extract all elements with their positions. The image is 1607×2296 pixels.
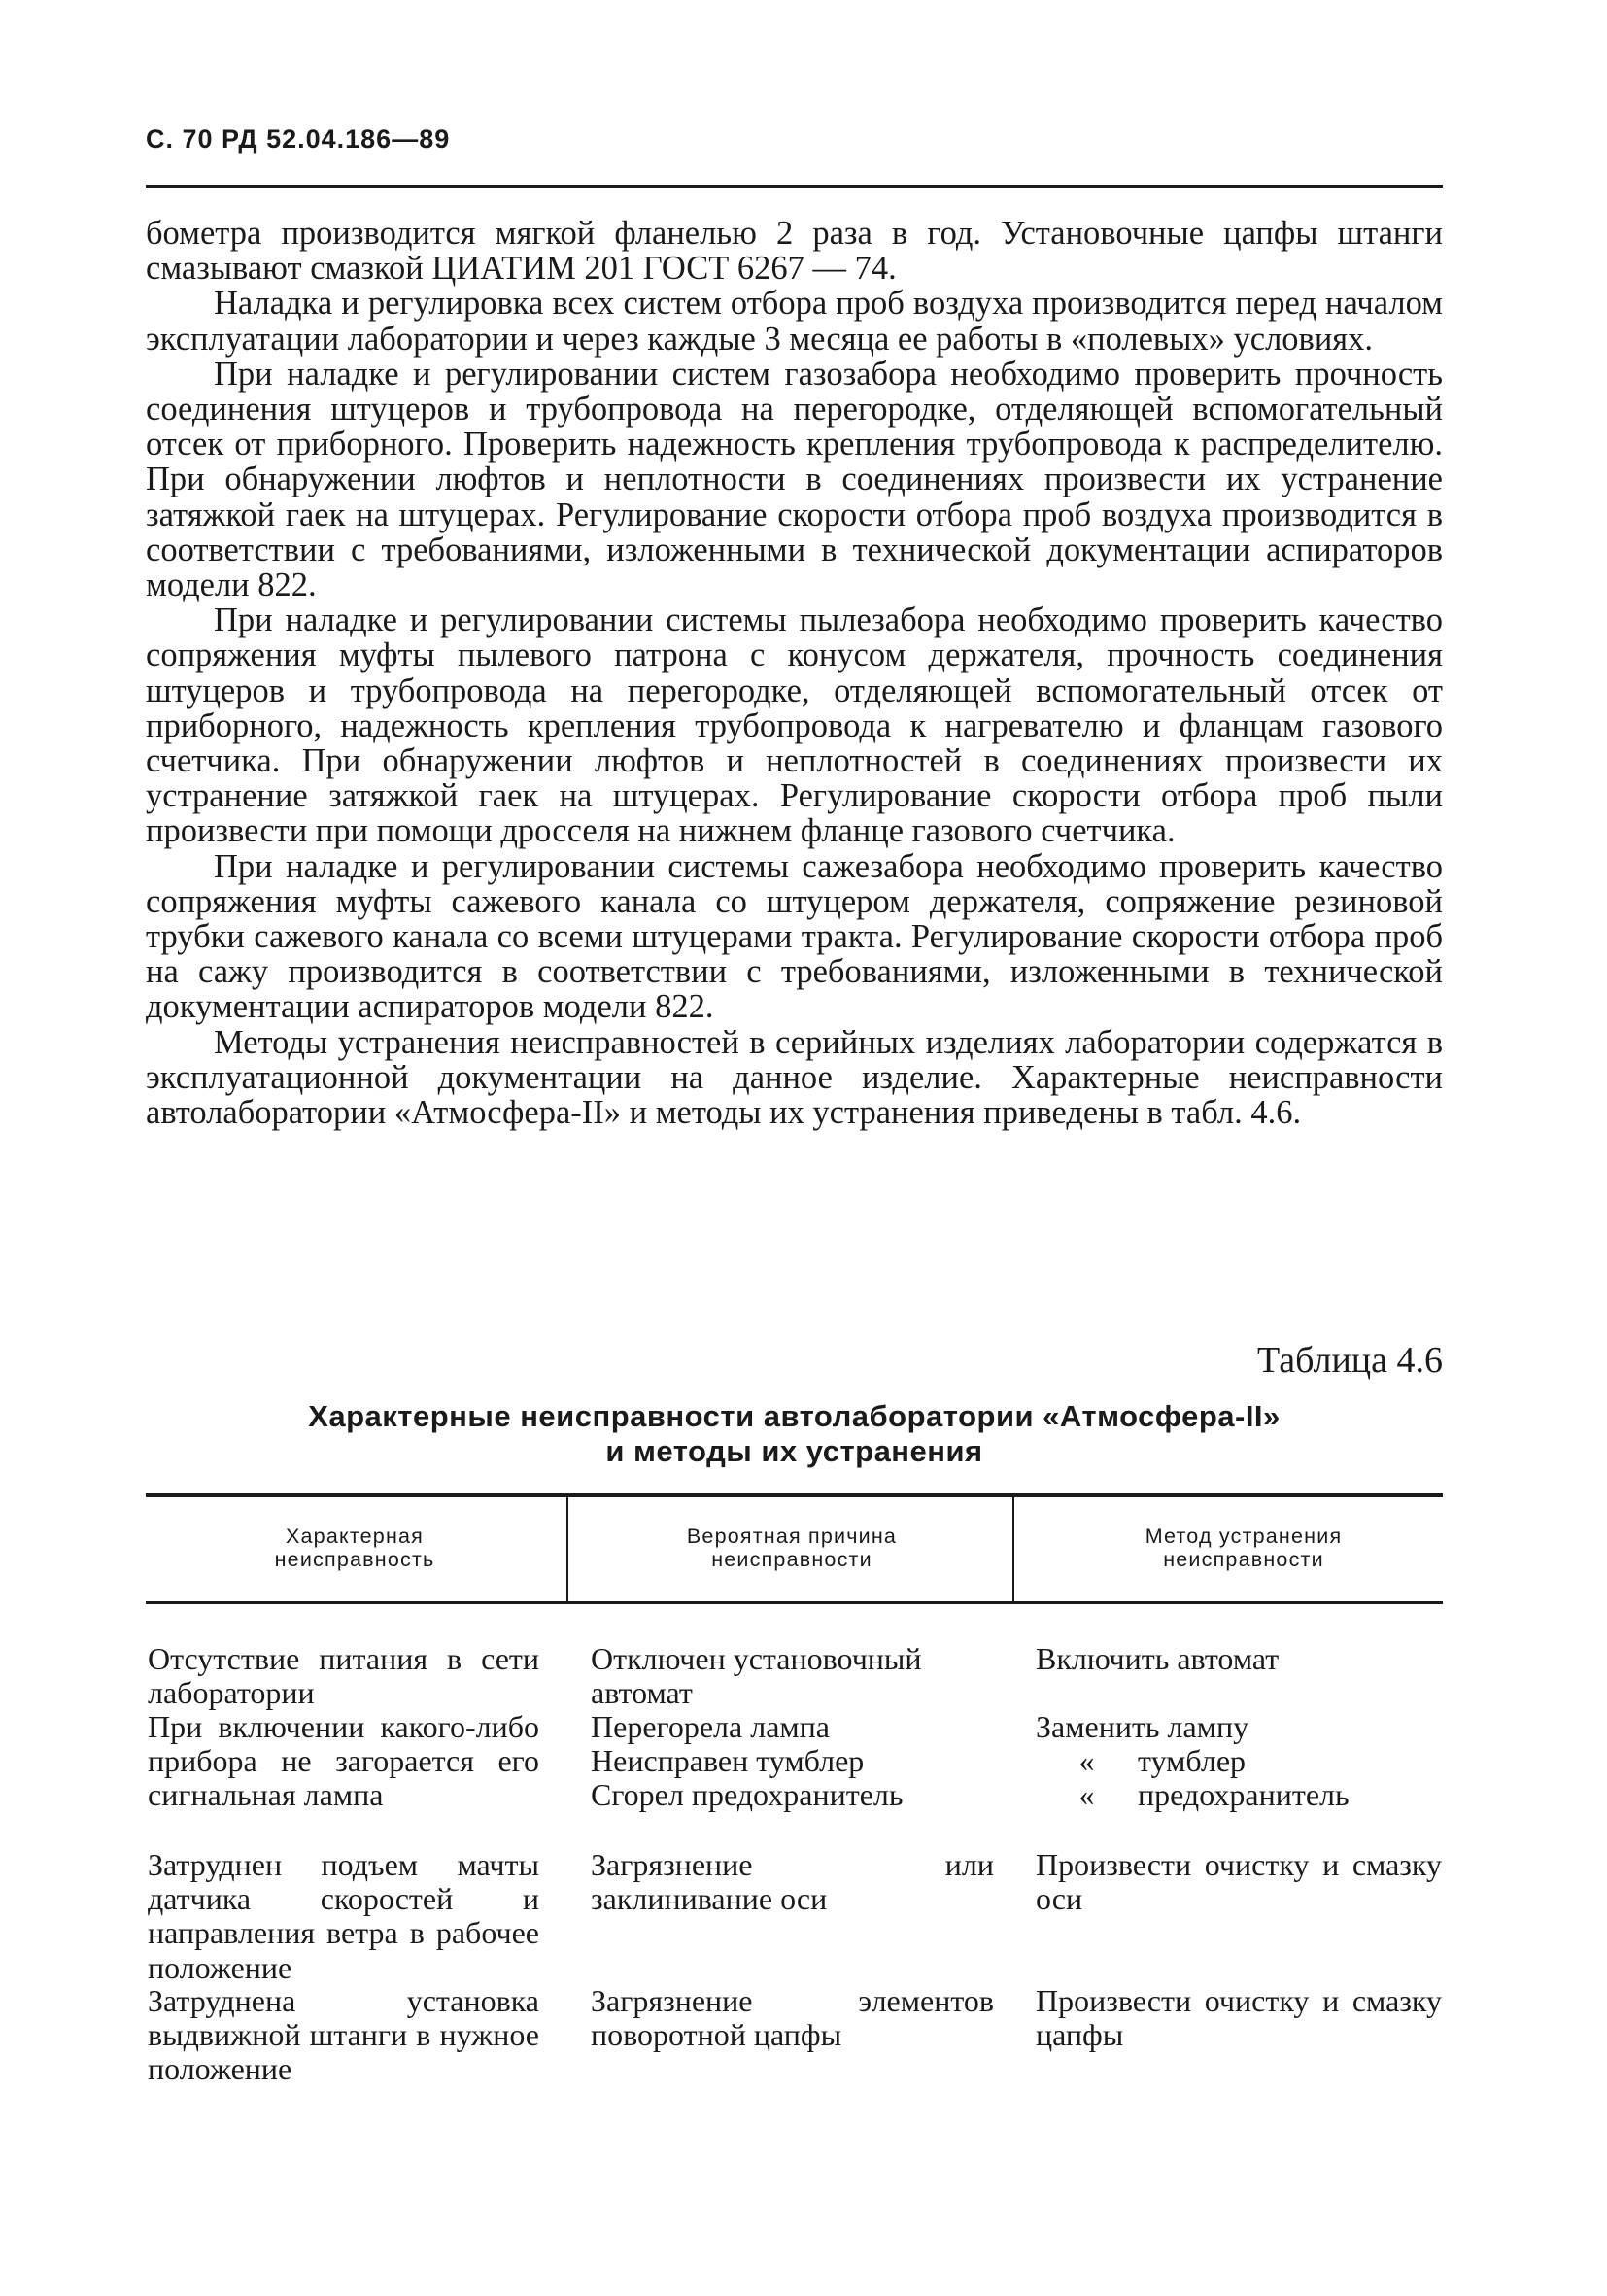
table-cell-cause: Загрязнение элементов поворотной цапфы [591, 1983, 994, 2053]
running-head: С. 70 РД 52.04.186—89 [146, 124, 451, 154]
remedy-text: предохранитель [1138, 1777, 1350, 1812]
table-cell-remedy: Произвести очистку и смазку цапфы [1036, 1983, 1442, 2053]
ditto-mark: « [1078, 1743, 1095, 1778]
table-cell-cause: Отключен установочный автомат [591, 1641, 922, 1711]
table-cell-fault: Отсутствие питания в сети лаборатории [148, 1641, 539, 1711]
table-cell-cause: Неисправен тумблер [591, 1743, 865, 1778]
table-title-line: Характерные неисправности автолаборатории «Атмосфера-II» [308, 1399, 1281, 1433]
ditto-mark: « [1078, 1777, 1095, 1812]
column-header-cause: Вероятная причина неисправности [686, 1525, 898, 1571]
remedy-text: тумблер [1138, 1743, 1247, 1778]
paragraph: бометра производится мягкой фланелью 2 раза в год. Установочные цапфы штанги смазывают смазкой ЦИАТИМ 201 ГОСТ 6267 — 74. [146, 215, 1443, 288]
column-divider [1012, 1497, 1014, 1601]
paragraph: Наладка и регулировка всех систем отбора проб воздуха производится перед началом эксплуатации лаборатории и через каждые 3 месяца ее работы в «полевых» условиях. [146, 285, 1443, 358]
table-cell-cause: Загрязнение или заклинивание оси [591, 1847, 994, 1917]
column-header-fault: Характерная неисправность [274, 1525, 435, 1571]
table-cell-cause: Сгорел предохранитель [591, 1777, 904, 1812]
table-top-rule [146, 1493, 1443, 1497]
table-cell-remedy: Включить автомат [1036, 1641, 1280, 1676]
paragraph: При наладке и регулировании систем газозабора необходимо проверить прочность соединения штуцеров и трубопровода на перегородке, отделяющей вспомогательный отсек от приборного. Проверить надежность крепления трубопровода к распределителю. При обнаружении люфтов и неплотности в соединениях произвести их устранение затяжкой гаек на штуцерах. Регулирование скорости отбора проб воздуха производится в соответствии с требованиями, изложенными в технической документации аспираторов модели 822. [146, 355, 1443, 604]
table-title [146, 1399, 1443, 1469]
column-divider [566, 1497, 568, 1601]
paragraph: При наладке и регулировании системы пылезабора необходимо проверить качество сопряжения муфты пылевого патрона с конусом держателя, прочность соединения штуцеров и трубопровода на перегородке, отделяющей вспомогательный отсек от приборного, надежность крепления трубопровода к нагревателю и фланцам газового счетчика. При обнаружении люфтов и неплотностей в соединениях произвести их устранение затяжкой гаек на штуцерах. Регулирование скорости отбора проб пыли произвести при помощи дросселя на нижнем фланце газового счетчика. [146, 601, 1443, 850]
table-cell-cause: Перегорела лампа [591, 1709, 830, 1744]
table-title-line: и методы их устранения [605, 1434, 983, 1468]
table-cell-remedy: Заменить лампу [1036, 1709, 1249, 1744]
column-header-remedy: Метод устранения неисправности [1145, 1525, 1343, 1571]
table-cell-fault: Затруднен подъем мачты датчика скоростей и направления ветра в рабочее положение [148, 1847, 539, 1985]
paragraph: При наладке и регулировании системы сажезабора необходимо проверить качество сопряжения муфты сажевого канала со штуцером держателя, сопряжение резиновой трубки сажевого канала со всеми штуцерами тракта. Регулирование скорости отбора проб на сажу производится в соответствии с требованиями, изложенными в технической документации аспираторов модели 822. [146, 847, 1443, 1026]
table-cell-remedy: Произвести очистку и смазку оси [1036, 1847, 1442, 1917]
table-cell-fault: При включении какого-либо прибора не загорается его сигнальная лампа [148, 1709, 539, 1813]
table-cell-remedy-ditto [1036, 1744, 1444, 1778]
table-cell-fault: Затруднена установка выдвижной штанги в нужное положение [148, 1983, 539, 2087]
table-number: Таблица 4.6 [1256, 1340, 1443, 1381]
body-text [146, 216, 1443, 1130]
paragraph: Методы устранения неисправностей в серийных изделиях лаборатории содержатся в эксплуатационной документации на данное изделие. Характерные неисправности автолаборатории «Атмосфера-II» и методы их устранения приведены в табл. 4.6. [146, 1023, 1443, 1132]
table-header-rule [146, 1601, 1443, 1604]
header-rule [146, 185, 1443, 188]
table-cell-remedy-ditto [1036, 1778, 1444, 1812]
